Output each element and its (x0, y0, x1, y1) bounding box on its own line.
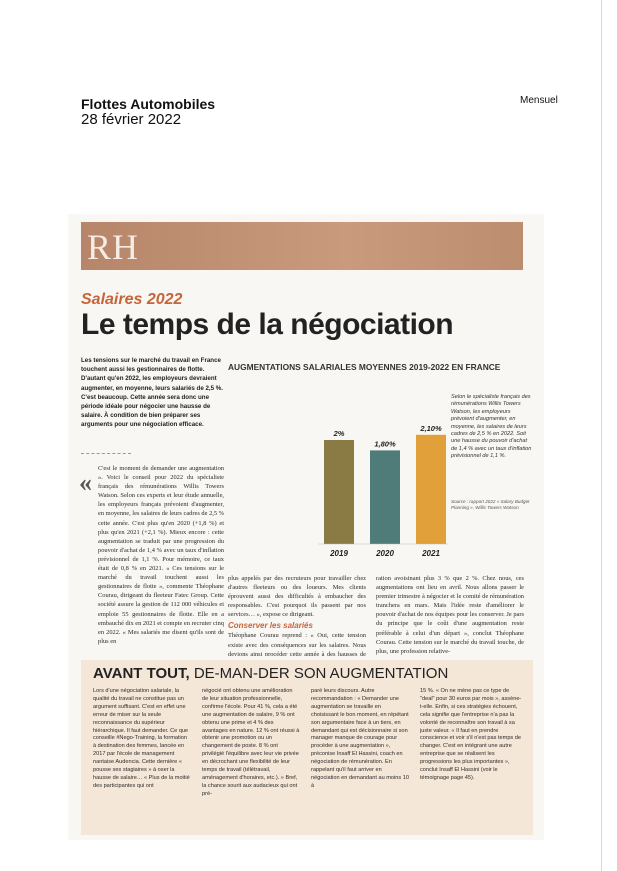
column-2-text-a: plus appelés par des recruteurs pour travailler chez d'autres fleeteurs ou des loueurs. Mes clients éprouvent aussi des difficultés à embaucher des responsables. C'est pourquoi ils passent par nos services… », expose ce dirigeant. (228, 575, 366, 619)
quote-mark-icon: « (79, 468, 92, 497)
category-label-2021: 2021 (422, 549, 440, 558)
article-lead: Les tensions sur le marché du travail en France touchent aussi les gestionnaires de flotte. D'autant qu'en 2022, les employeurs devraient augmenter, en moyenne, leurs salariés de 2,5 %. C'est beaucoup. Cette année sera donc une période idéale pour négocier une hausse de salaire. À condition de bien préparer ses arguments pour une négociation efficace. (81, 357, 224, 429)
category-label-2020: 2020 (376, 549, 394, 558)
column-2-subhead: Conserver les salariés (228, 621, 313, 631)
publication-frequency: Mensuel (520, 95, 558, 106)
column-3-text: ration avoisinant plus 3 % que 2 %. Chez nous, ces augmentations ont lieu en avril. Nous allons passer le premier trimestre à négocier et le comité de rémunération tranchera en mars. Mais l'idée reste d'améliorer le pouvoir d'achat de nos équipes pour les conserver. Je pars du principe que le coût d'une augmentation reste préférable à celui d'un départ », conclut Théophane Courau. Cette tension sur le marché du travail touche, de plus, une profession relative- (376, 575, 524, 655)
article-scan (68, 214, 544, 840)
column-2-text-b: Théophane Courau reprend : « Oui, cette tension existe avec des conséquences sur les salaires. Nous devions ainsi procéder cette année à des hausses de (228, 632, 366, 656)
bar-2019 (324, 440, 354, 544)
section-label: RH (87, 227, 140, 267)
article-column-3 (376, 574, 524, 656)
box-column-4: 15 %. « On ne mène pas ce type de "deal" pour 30 euros par mois », assène-t-elle. Enfin, si ces stratégies échouent, cela signifie que l'entreprise n'a pas la volonté de reconnaître son travail à sa juste valeur. « Il faut en prendre conscience et voir s'il n'est pas temps de changer. C'est en intégrant une autre entreprise que se réalisent les progressions les plus importantes », conclut Insaff El Hassini (voir le témoignage page 45). (420, 688, 522, 781)
article-column-2 (228, 574, 366, 656)
value-label-2019: 2% (333, 429, 345, 438)
box-column-1: Lors d'une négociation salariale, la qualité du travail ne constitue pas un argument suffisant. C'est en effet une erreur de miser sur la seule reconnaissance du supérieur hiérarchique. Il faut demander. Ce que conseille #Nego-Training, la formation à destination des femmes, lancée en 2017 par l'école de management nantaise Audencia. Cette dernière « pousse ses stagiaires » à oser la hausse de salaire… « Plus de la moitié des participantes qui ont (93, 688, 190, 789)
box-title-bold: AVANT TOUT, (93, 665, 190, 682)
category-label-2019: 2019 (330, 549, 348, 558)
value-label-2021: 2,10% (420, 423, 442, 433)
section-banner (81, 222, 523, 270)
column-1-text: C'est le moment de demander une augmentation ». Voici le conseil pour 2022 du spécialiste français des rémunérations Willis Towers Watson. Selon ces experts et leur étude annuelle, les employeurs français prévoient d'augmenter, en moyenne, les salaires de leurs cadres de 2,5 % cette année. C'est plus qu'en 2020 (+1,8 %) et plus qu'en 2021 (+2,1 %). Mieux encore : cette augmentation se traduit par une progression du pouvoir d'achat de 1,4 % avec un taux d'inflation prévisionnel de 1,1 %. Pour mémoire, ce taux était de 0,8 % en 2021. « Ces tensions sur le marché du travail touchent aussi les gestionnaires de flotte », commente Théophane Courau, dirigeant du fleeteur Fatec Group. Cette société assure la gestion de 112 000 véhicules et emploie 55 gestionnaires de flotte. Elle en a embauché dix en 2021 et compte en recruter cinq en 2022. « Mes salariés me disent qu'ils sont de plus en (98, 465, 224, 645)
lead-divider (81, 453, 131, 454)
publication-date: 28 février 2022 (81, 111, 182, 128)
page-edge-line (601, 0, 602, 871)
chart-note: Selon le spécialiste français des rémunérations Willis Towers Watson, les employeurs prévoient d'augmenter, en moyenne, les salaires de leurs cadres de 2,5 % en 2022. Soit une hausse du pouvoir d'achat de 1,4 % avec un taux d'inflation prévisionnel de 1,1 %. (451, 394, 532, 460)
value-label-2020: 1,80% (374, 439, 396, 449)
publication-name: Flottes Automobiles (81, 96, 216, 112)
bar-2021 (416, 435, 446, 544)
sidebar-box (81, 660, 533, 835)
article-headline: Le temps de la négociation (81, 308, 454, 341)
chart-source: Source : rapport 2022 « Salary Budget Planning », Willis Towers Watson (451, 499, 530, 510)
box-title-rest: DE-MAN-DER SON AUGMENTATION (189, 665, 449, 682)
box-column-3: paré leurs discours. Autre recommandation : « Demander une augmentation se travaille en choisissant le bon moment, en répétant son argumentaire face à un tiers, en demandant qui est décisionnaire si son manager manque de courage pour procéder à une augmentation », préconise Insaff El Hassini, coach en négociation de rémunération. En rappelant qu'il faut arriver en négociation en demandant au moins 10 à (311, 688, 409, 789)
box-column-2: négocié ont obtenu une amélioration de leur situation professionnelle, confirme l'école. Pour 41 %, cela a été une augmentation de salaire, 9 % ont obtenu une prime et 4 % des avantages en nature. 12 % ont réussi à obtenir une promotion ou un changement de poste. 8 % ont privilégié l'équilibre avec leur vie privée en décrochant une flexibilité de leur temps de travail (télétravail, aménagement d'horaires, etc.). » Bref, la chance sourit aux audacieux qui ont pré- (202, 688, 300, 797)
article-kicker: Salaires 2022 (81, 291, 183, 308)
bar-chart (228, 374, 448, 564)
article-column-1 (98, 464, 224, 654)
chart-title: AUGMENTATIONS SALARIALES MOYENNES 2019-2022 EN FRANCE (228, 362, 501, 372)
bar-2020 (370, 450, 400, 544)
box-title (93, 665, 448, 682)
